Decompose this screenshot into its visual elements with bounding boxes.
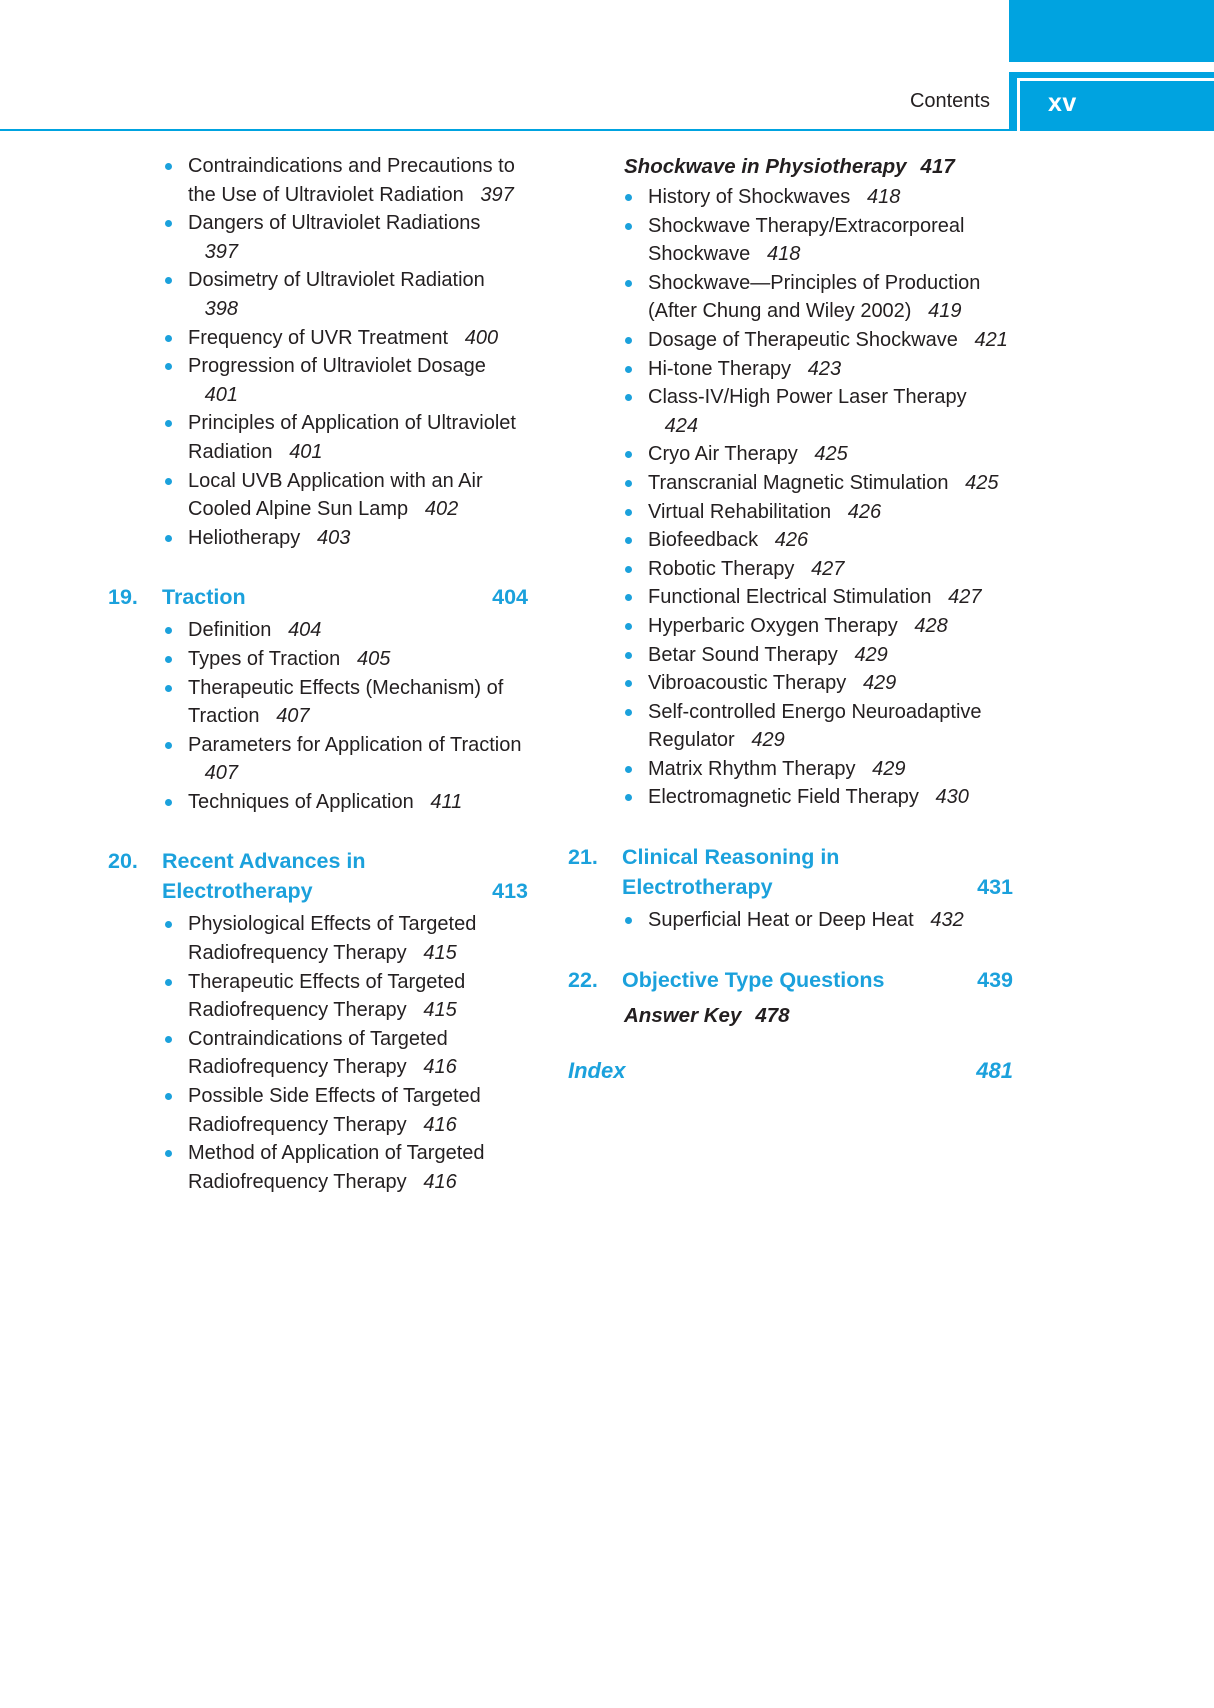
toc-entry-gap xyxy=(831,501,848,523)
toc-entry-gap xyxy=(898,615,915,637)
toc-entry-gap xyxy=(407,1056,424,1078)
bullet-icon xyxy=(625,194,632,201)
toc-entry[interactable] xyxy=(568,212,1013,269)
toc-entry-title: Contraindications and Precautions to the Use of Ultraviolet Radiation xyxy=(188,155,515,206)
chapter-title: Objective Type Questions xyxy=(622,967,885,992)
toc-entry-page: 400 xyxy=(464,326,499,349)
toc-entry-gap xyxy=(931,586,948,608)
bullet-icon xyxy=(165,1036,172,1043)
toc-entry[interactable] xyxy=(568,440,1013,469)
toc-entry-gap xyxy=(273,441,290,463)
bullet-icon xyxy=(165,921,172,928)
bullet-icon xyxy=(165,363,172,370)
toc-entry-title: Therapeutic Effects (Mechanism) of Traction xyxy=(188,676,504,728)
toc-entry[interactable] xyxy=(568,526,1013,555)
toc-entry-title: Physiological Effects of Targeted Radiofrequency Therapy xyxy=(188,913,477,965)
toc-entry[interactable] xyxy=(108,1025,528,1082)
toc-entry-title: Self-controlled Energo Neuroadaptive Regulator xyxy=(648,700,982,752)
bullet-icon xyxy=(625,394,632,401)
toc-entry-gap xyxy=(464,184,481,206)
bullet-icon xyxy=(625,794,632,801)
toc-entry[interactable] xyxy=(108,674,528,731)
page-folio: xv xyxy=(1048,89,1077,117)
toc-entry-gap xyxy=(758,529,775,551)
toc-entry-list xyxy=(568,906,1013,935)
toc-entry[interactable] xyxy=(568,641,1013,670)
toc-entry-title: Hi-tone Therapy xyxy=(648,357,792,380)
bullet-icon xyxy=(165,478,172,485)
toc-entry[interactable] xyxy=(108,1139,528,1196)
toc-entry-page: 429 xyxy=(862,672,897,695)
bullet-icon xyxy=(625,680,632,687)
toc-entry[interactable] xyxy=(108,352,528,409)
toc-entry-gap xyxy=(271,619,288,641)
toc-entry-gap xyxy=(300,527,317,549)
toc-entry-page: 402 xyxy=(424,498,459,521)
bullet-icon xyxy=(165,979,172,986)
bullet-icon xyxy=(165,535,172,542)
toc-entry[interactable] xyxy=(108,788,528,817)
toc-entry-title: Hyperbaric Oxygen Therapy xyxy=(648,614,898,637)
toc-entry-page: 397 xyxy=(480,183,514,206)
toc-entry-gap xyxy=(949,472,966,494)
toc-entry[interactable] xyxy=(568,755,1013,784)
toc-entry-gap xyxy=(407,999,424,1021)
toc-entry[interactable] xyxy=(568,269,1013,326)
toc-entry-page: 407 xyxy=(204,762,239,785)
toc-entry-page: 419 xyxy=(928,300,962,323)
chapter-page: 404 xyxy=(492,585,528,610)
toc-entry-page: 415 xyxy=(423,999,457,1022)
toc-entry-gap xyxy=(791,358,808,380)
toc-entry[interactable] xyxy=(568,698,1013,755)
toc-entry[interactable] xyxy=(108,968,528,1025)
toc-entry-page: 416 xyxy=(423,1113,457,1136)
toc-entry[interactable] xyxy=(108,616,528,645)
index-entry[interactable] xyxy=(568,1056,1013,1086)
toc-entry-gap xyxy=(914,909,931,931)
bullet-icon xyxy=(165,420,172,427)
chapter-number: 20. xyxy=(108,849,138,874)
bullet-icon xyxy=(165,1150,172,1157)
toc-entry-gap xyxy=(188,384,205,406)
bullet-icon xyxy=(625,480,632,487)
toc-entry-title: Shockwave Therapy/Extracorporeal Shockwave xyxy=(648,214,965,266)
toc-entry-title: Progression of Ultraviolet Dosage xyxy=(188,355,486,378)
toc-entry[interactable] xyxy=(568,906,1013,935)
chapter-number: 21. xyxy=(568,845,598,870)
toc-entry-title: Class-IV/High Power Laser Therapy xyxy=(648,386,967,409)
toc-entry[interactable] xyxy=(108,266,528,323)
bullet-icon xyxy=(165,627,172,634)
toc-entry[interactable] xyxy=(108,645,528,674)
folio-box xyxy=(1017,78,1214,131)
toc-entry-gap xyxy=(750,243,767,265)
bullet-icon xyxy=(625,223,632,230)
bullet-icon xyxy=(625,709,632,716)
toc-entry-gap xyxy=(408,498,425,520)
chapter-title: Clinical Reasoning in Electrotherapy xyxy=(622,845,840,900)
toc-entry[interactable] xyxy=(108,409,528,466)
toc-entry[interactable] xyxy=(108,324,528,353)
toc-entry[interactable] xyxy=(568,669,1013,698)
toc-entry-gap xyxy=(838,644,855,666)
answer-key-page: 478 xyxy=(755,1003,790,1027)
page-header xyxy=(0,0,1214,131)
toc-entry-gap xyxy=(911,300,928,322)
toc-column-left xyxy=(108,152,528,1196)
toc-entry-gap xyxy=(407,1171,424,1193)
toc-entry[interactable] xyxy=(568,612,1013,641)
toc-entry-page: 428 xyxy=(914,614,948,637)
toc-entry-page: 427 xyxy=(948,586,982,609)
toc-entry[interactable] xyxy=(108,910,528,967)
toc-entry-page: 418 xyxy=(766,243,801,266)
bullet-icon xyxy=(165,685,172,692)
chapter-page: 439 xyxy=(977,967,1013,992)
toc-entry-page: 416 xyxy=(423,1056,457,1079)
toc-entry-gap xyxy=(260,705,277,727)
toc-entry[interactable] xyxy=(108,731,528,788)
toc-entry-list xyxy=(108,152,528,552)
bullet-icon xyxy=(625,337,632,344)
toc-entry-title: Definition xyxy=(188,619,272,642)
toc-entry-page: 430 xyxy=(935,786,969,809)
chapter-page: 413 xyxy=(492,879,528,904)
bullet-icon xyxy=(625,652,632,659)
section-page: 417 xyxy=(920,155,955,178)
toc-entry-title: Transcranial Magnetic Stimulation xyxy=(648,471,949,494)
toc-entry[interactable] xyxy=(108,524,528,553)
toc-entry-title: Method of Application of Targeted Radiofrequency Therapy xyxy=(188,1142,485,1193)
toc-entry-gap xyxy=(648,415,665,437)
toc-entry-gap xyxy=(846,672,863,694)
toc-entry-gap xyxy=(414,791,431,813)
toc-entry-list xyxy=(108,910,528,1196)
toc-entry-page: 401 xyxy=(204,383,239,406)
toc-entry[interactable] xyxy=(568,355,1013,384)
toc-entry-page: 425 xyxy=(814,443,848,466)
chapter-heading[interactable] xyxy=(568,842,1013,902)
toc-entry-title: Techniques of Application xyxy=(188,790,414,813)
toc-entry-title: Local UVB Application with an Air Cooled Alpine Sun Lamp xyxy=(188,469,483,521)
toc-entry-title: Virtual Rehabilitation xyxy=(648,500,832,523)
toc-entry-title: Vibroacoustic Therapy xyxy=(648,672,847,695)
toc-entry-list xyxy=(108,616,528,816)
bullet-icon xyxy=(625,451,632,458)
bullet-icon xyxy=(625,766,632,773)
toc-entry[interactable] xyxy=(568,498,1013,527)
chapter-heading[interactable] xyxy=(108,846,528,906)
toc-entry-title: Heliotherapy xyxy=(188,526,301,549)
toc-entry-page: 398 xyxy=(204,297,239,320)
toc-entry-page: 404 xyxy=(288,619,322,642)
toc-entry-page: 397 xyxy=(204,240,239,263)
toc-entry-title: Contraindications of Targeted Radiofrequency Therapy xyxy=(188,1027,448,1079)
toc-entry-title: Electromagnetic Field Therapy xyxy=(648,786,919,809)
toc-entry-gap xyxy=(407,942,424,964)
index-page: 481 xyxy=(976,1057,1013,1083)
answer-key-entry[interactable] xyxy=(624,1001,1013,1030)
bullet-icon xyxy=(625,366,632,373)
bullet-icon xyxy=(625,917,632,924)
toc-entry-gap xyxy=(448,327,465,349)
bullet-icon xyxy=(625,509,632,516)
toc-entry-title: Functional Electrical Stimulation xyxy=(648,586,932,609)
chapter-page: 431 xyxy=(977,875,1013,900)
header-accent-block-top xyxy=(1009,0,1214,62)
toc-entry[interactable] xyxy=(108,1082,528,1139)
toc-entry[interactable] xyxy=(568,183,1013,212)
answer-key-label: Answer Key xyxy=(624,1003,742,1027)
toc-entry-page: 407 xyxy=(276,705,310,728)
chapter-title: Recent Advances in Electrotherapy xyxy=(162,849,366,904)
toc-entry-title: Cryo Air Therapy xyxy=(648,443,798,466)
toc-entry-gap xyxy=(794,558,811,580)
toc-column-right xyxy=(568,152,1013,1086)
toc-entry-page: 429 xyxy=(751,729,785,752)
toc-entry-gap xyxy=(855,758,872,780)
bullet-icon xyxy=(625,594,632,601)
toc-entry-title: Parameters for Application of Traction xyxy=(188,733,522,756)
toc-entry-gap xyxy=(188,298,205,320)
toc-entry-title: Superficial Heat or Deep Heat xyxy=(648,909,914,932)
bullet-icon xyxy=(625,537,632,544)
bullet-icon xyxy=(165,799,172,806)
toc-entry[interactable] xyxy=(568,383,1013,440)
toc-entry-title: Principles of Application of Ultraviolet Radiation xyxy=(188,412,516,463)
toc-entry-title: Dosimetry of Ultraviolet Radiation xyxy=(188,269,485,292)
toc-entry-title: Therapeutic Effects of Targeted Radiofrequency Therapy xyxy=(188,970,466,1022)
toc-entry-page: 423 xyxy=(807,357,842,380)
toc-entry-title: Dangers of Ultraviolet Radiations xyxy=(188,212,481,235)
toc-entry-page: 418 xyxy=(866,186,901,208)
index-label: Index xyxy=(568,1057,626,1083)
toc-entry[interactable] xyxy=(568,555,1013,584)
toc-entry[interactable] xyxy=(108,209,528,266)
header-rule xyxy=(0,129,1015,131)
toc-entry-title: Dosage of Therapeutic Shockwave xyxy=(648,328,958,351)
bullet-icon xyxy=(625,623,632,630)
chapter-number: 22. xyxy=(568,967,598,992)
toc-entry-gap xyxy=(850,186,867,208)
toc-entry-gap xyxy=(798,443,815,465)
chapter-title: Traction xyxy=(162,585,246,610)
toc-entry-title: Betar Sound Therapy xyxy=(648,643,838,666)
toc-entry[interactable] xyxy=(568,783,1013,812)
section-title: Shockwave in Physiotherapy xyxy=(624,155,907,178)
toc-entry-list xyxy=(568,183,1013,812)
toc-entry-title: Biofeedback xyxy=(648,529,759,552)
toc-entry[interactable] xyxy=(568,469,1013,498)
toc-entry-title: Frequency of UVR Treatment xyxy=(188,326,449,349)
toc-entry-gap xyxy=(735,729,752,751)
bullet-icon xyxy=(165,742,172,749)
toc-entry-title: Shockwave—Principles of Production (After Chung and Wiley 2002) xyxy=(648,271,981,323)
bullet-icon xyxy=(165,335,172,342)
toc-entry-page: 426 xyxy=(847,500,882,523)
toc-entry-page: 432 xyxy=(930,909,964,932)
toc-entry[interactable] xyxy=(568,583,1013,612)
chapter-heading[interactable] xyxy=(108,582,528,612)
toc-entry[interactable] xyxy=(108,152,528,209)
toc-entry-page: 411 xyxy=(430,790,463,813)
toc-entry-page: 401 xyxy=(289,440,323,463)
bullet-icon xyxy=(625,280,632,287)
toc-entry-gap xyxy=(958,329,975,351)
toc-entry-page: 425 xyxy=(965,471,999,494)
toc-entry-title: Types of Traction xyxy=(188,647,341,670)
section-heading[interactable] xyxy=(624,152,1013,181)
running-head: Contents xyxy=(909,90,990,112)
toc-entry-page: 426 xyxy=(774,529,809,552)
toc-entry-page: 403 xyxy=(316,526,351,549)
toc-entry-page: 421 xyxy=(974,328,1008,351)
bullet-icon xyxy=(165,220,172,227)
toc-entry-page: 424 xyxy=(664,414,699,437)
toc-entry-gap xyxy=(919,786,936,808)
toc-entry-title: Possible Side Effects of Targeted Radiofrequency Therapy xyxy=(188,1085,481,1136)
toc-entry[interactable] xyxy=(108,467,528,524)
toc-entry-page: 405 xyxy=(356,647,391,670)
bullet-icon xyxy=(165,1093,172,1100)
toc-entry[interactable] xyxy=(568,326,1013,355)
toc-entry-page: 415 xyxy=(423,942,457,965)
chapter-heading[interactable] xyxy=(568,965,1013,995)
toc-entry-page: 427 xyxy=(811,557,845,580)
toc-entry-title: Matrix Rhythm Therapy xyxy=(648,757,856,780)
bullet-icon xyxy=(165,163,172,170)
toc-entry-gap xyxy=(188,762,205,784)
bullet-icon xyxy=(165,277,172,284)
bullet-icon xyxy=(625,566,632,573)
toc-entry-page: 429 xyxy=(872,757,906,780)
toc-entry-gap xyxy=(340,648,357,670)
toc-entry-gap xyxy=(188,241,205,263)
bullet-icon xyxy=(165,656,172,663)
chapter-number: 19. xyxy=(108,585,138,610)
toc-entry-title: Robotic Therapy xyxy=(648,557,795,580)
toc-entry-page: 429 xyxy=(854,643,888,666)
toc-entry-gap xyxy=(407,1114,424,1136)
toc-entry-page: 416 xyxy=(423,1170,457,1193)
toc-entry-title: History of Shockwaves xyxy=(648,186,851,208)
